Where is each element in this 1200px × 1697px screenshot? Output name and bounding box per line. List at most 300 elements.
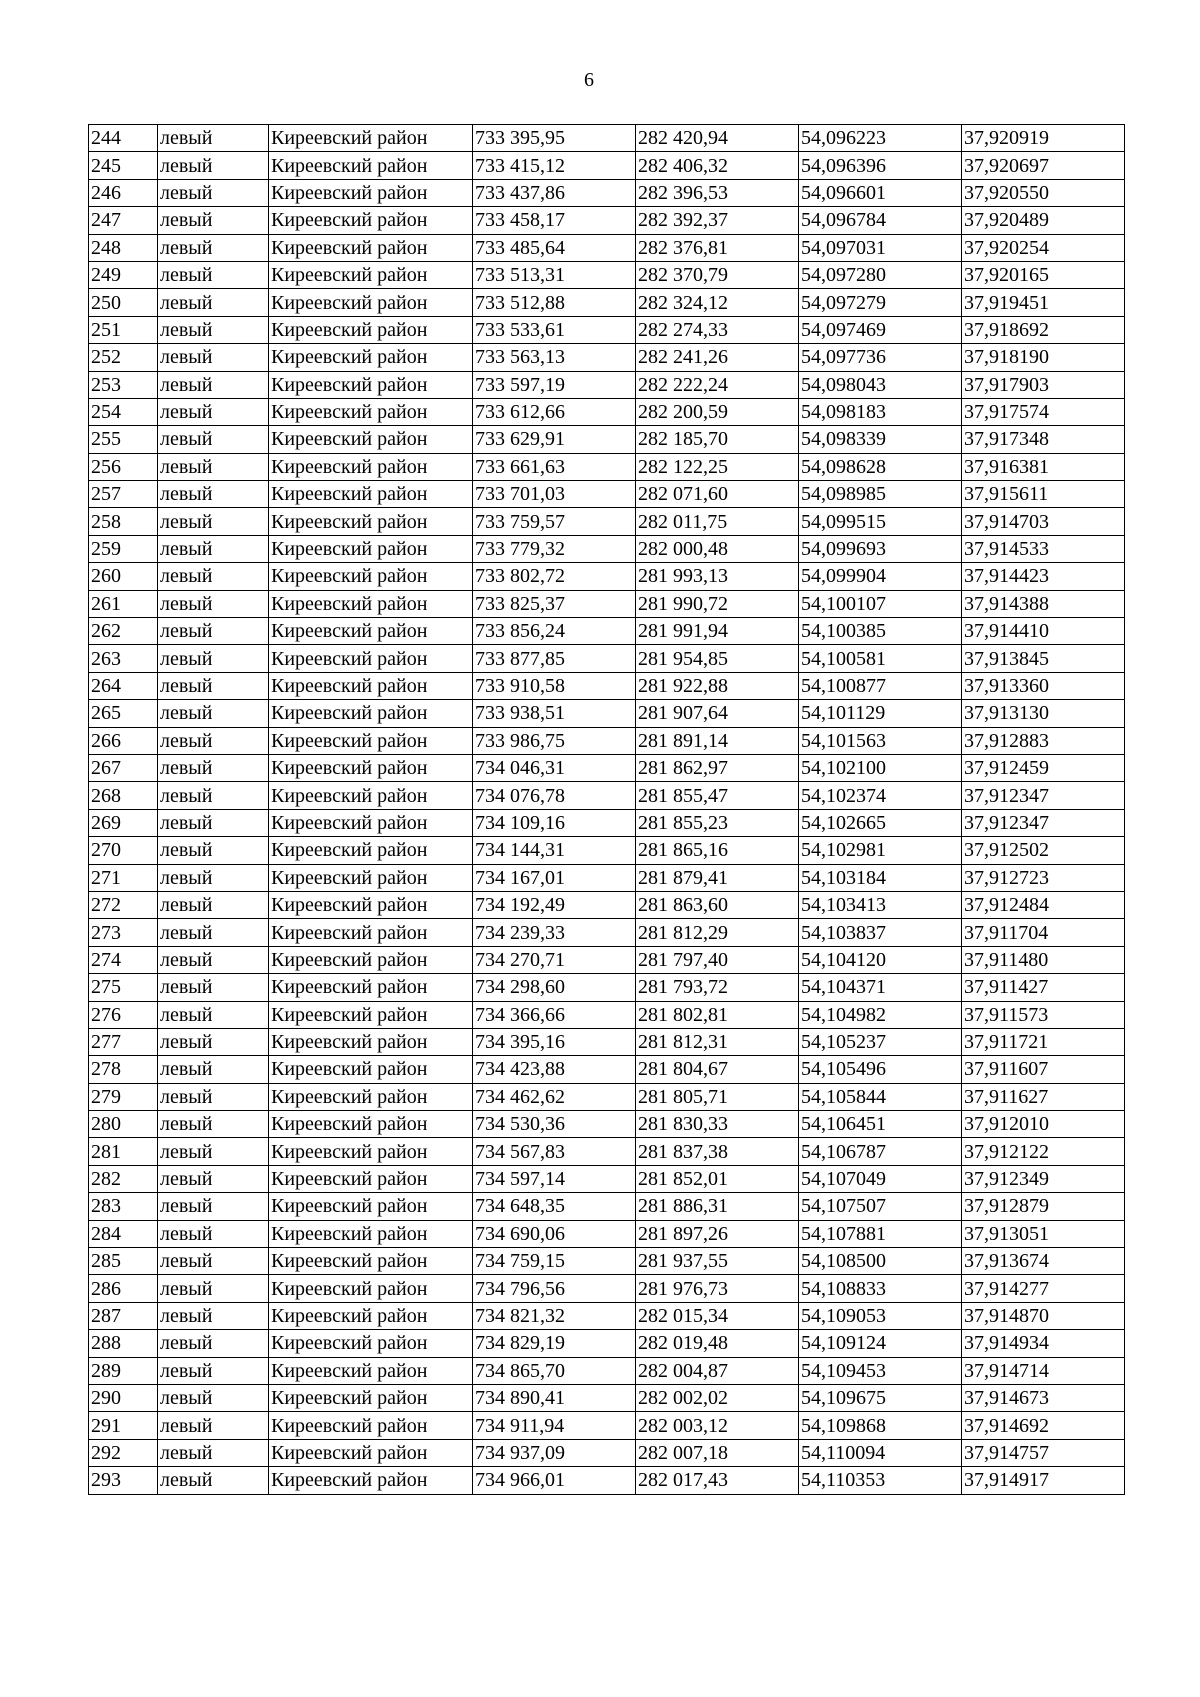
point-number-cell: 285 xyxy=(89,1248,158,1275)
bank-side-cell: левый xyxy=(158,1111,269,1138)
y-coordinate-cell: 282 396,53 xyxy=(636,179,799,206)
y-coordinate-cell: 281 797,40 xyxy=(636,946,799,973)
bank-side-cell: левый xyxy=(158,316,269,343)
longitude-cell: 37,914917 xyxy=(962,1467,1125,1494)
x-coordinate-cell: 733 458,17 xyxy=(473,207,636,234)
y-coordinate-cell: 281 863,60 xyxy=(636,891,799,918)
table-row xyxy=(89,481,1125,508)
y-coordinate-cell: 281 897,26 xyxy=(636,1220,799,1247)
latitude-cell: 54,100581 xyxy=(799,645,962,672)
y-coordinate-cell: 282 200,59 xyxy=(636,398,799,425)
bank-side-cell: левый xyxy=(158,179,269,206)
latitude-cell: 54,103837 xyxy=(799,919,962,946)
district-cell: Киреевский район xyxy=(269,453,473,480)
latitude-cell: 54,108833 xyxy=(799,1275,962,1302)
district-cell: Киреевский район xyxy=(269,563,473,590)
point-number-cell: 264 xyxy=(89,672,158,699)
x-coordinate-cell: 734 796,56 xyxy=(473,1275,636,1302)
bank-side-cell: левый xyxy=(158,837,269,864)
longitude-cell: 37,914410 xyxy=(962,618,1125,645)
x-coordinate-cell: 734 759,15 xyxy=(473,1248,636,1275)
bank-side-cell: левый xyxy=(158,1330,269,1357)
bank-side-cell: левый xyxy=(158,754,269,781)
bank-side-cell: левый xyxy=(158,891,269,918)
x-coordinate-cell: 733 533,61 xyxy=(473,316,636,343)
table-row xyxy=(89,1056,1125,1083)
longitude-cell: 37,911480 xyxy=(962,946,1125,973)
bank-side-cell: левый xyxy=(158,481,269,508)
point-number-cell: 247 xyxy=(89,207,158,234)
y-coordinate-cell: 282 406,32 xyxy=(636,152,799,179)
table-row xyxy=(89,946,1125,973)
district-cell: Киреевский район xyxy=(269,1138,473,1165)
bank-side-cell: левый xyxy=(158,809,269,836)
bank-side-cell: левый xyxy=(158,974,269,1001)
longitude-cell: 37,911607 xyxy=(962,1056,1125,1083)
y-coordinate-cell: 281 855,47 xyxy=(636,782,799,809)
y-coordinate-cell: 282 007,18 xyxy=(636,1439,799,1466)
latitude-cell: 54,102374 xyxy=(799,782,962,809)
x-coordinate-cell: 733 612,66 xyxy=(473,398,636,425)
y-coordinate-cell: 281 954,85 xyxy=(636,645,799,672)
table-row xyxy=(89,563,1125,590)
point-number-cell: 290 xyxy=(89,1384,158,1411)
longitude-cell: 37,911573 xyxy=(962,1001,1125,1028)
longitude-cell: 37,912349 xyxy=(962,1165,1125,1192)
x-coordinate-cell: 734 298,60 xyxy=(473,974,636,1001)
bank-side-cell: левый xyxy=(158,1083,269,1110)
table-row xyxy=(89,1275,1125,1302)
x-coordinate-cell: 733 437,86 xyxy=(473,179,636,206)
latitude-cell: 54,102665 xyxy=(799,809,962,836)
longitude-cell: 37,914692 xyxy=(962,1412,1125,1439)
bank-side-cell: левый xyxy=(158,371,269,398)
x-coordinate-cell: 734 167,01 xyxy=(473,864,636,891)
table-row xyxy=(89,535,1125,562)
longitude-cell: 37,914423 xyxy=(962,563,1125,590)
district-cell: Киреевский район xyxy=(269,481,473,508)
y-coordinate-cell: 281 990,72 xyxy=(636,590,799,617)
longitude-cell: 37,914870 xyxy=(962,1302,1125,1329)
x-coordinate-cell: 733 512,88 xyxy=(473,289,636,316)
latitude-cell: 54,109124 xyxy=(799,1330,962,1357)
district-cell: Киреевский район xyxy=(269,1001,473,1028)
point-number-cell: 281 xyxy=(89,1138,158,1165)
bank-side-cell: левый xyxy=(158,700,269,727)
point-number-cell: 262 xyxy=(89,618,158,645)
latitude-cell: 54,096223 xyxy=(799,125,962,152)
point-number-cell: 270 xyxy=(89,837,158,864)
longitude-cell: 37,913674 xyxy=(962,1248,1125,1275)
longitude-cell: 37,911427 xyxy=(962,974,1125,1001)
point-number-cell: 255 xyxy=(89,426,158,453)
table-row xyxy=(89,1467,1125,1494)
district-cell: Киреевский район xyxy=(269,1193,473,1220)
district-cell: Киреевский район xyxy=(269,398,473,425)
x-coordinate-cell: 733 802,72 xyxy=(473,563,636,590)
y-coordinate-cell: 282 122,25 xyxy=(636,453,799,480)
table-row xyxy=(89,1357,1125,1384)
point-number-cell: 275 xyxy=(89,974,158,1001)
bank-side-cell: левый xyxy=(158,563,269,590)
y-coordinate-cell: 282 222,24 xyxy=(636,371,799,398)
x-coordinate-cell: 734 865,70 xyxy=(473,1357,636,1384)
table-row xyxy=(89,261,1125,288)
district-cell: Киреевский район xyxy=(269,207,473,234)
x-coordinate-cell: 733 597,19 xyxy=(473,371,636,398)
y-coordinate-cell: 281 793,72 xyxy=(636,974,799,1001)
table-row xyxy=(89,1220,1125,1247)
point-number-cell: 284 xyxy=(89,1220,158,1247)
latitude-cell: 54,098043 xyxy=(799,371,962,398)
latitude-cell: 54,098985 xyxy=(799,481,962,508)
latitude-cell: 54,107881 xyxy=(799,1220,962,1247)
point-number-cell: 268 xyxy=(89,782,158,809)
longitude-cell: 37,912723 xyxy=(962,864,1125,891)
x-coordinate-cell: 733 759,57 xyxy=(473,508,636,535)
latitude-cell: 54,109453 xyxy=(799,1357,962,1384)
district-cell: Киреевский район xyxy=(269,426,473,453)
x-coordinate-cell: 733 825,37 xyxy=(473,590,636,617)
point-number-cell: 291 xyxy=(89,1412,158,1439)
latitude-cell: 54,106787 xyxy=(799,1138,962,1165)
x-coordinate-cell: 733 563,13 xyxy=(473,344,636,371)
district-cell: Киреевский район xyxy=(269,1220,473,1247)
district-cell: Киреевский район xyxy=(269,864,473,891)
bank-side-cell: левый xyxy=(158,590,269,617)
table-row xyxy=(89,891,1125,918)
point-number-cell: 287 xyxy=(89,1302,158,1329)
bank-side-cell: левый xyxy=(158,207,269,234)
table-row xyxy=(89,398,1125,425)
point-number-cell: 276 xyxy=(89,1001,158,1028)
table-row xyxy=(89,864,1125,891)
district-cell: Киреевский район xyxy=(269,344,473,371)
y-coordinate-cell: 282 370,79 xyxy=(636,261,799,288)
x-coordinate-cell: 734 530,36 xyxy=(473,1111,636,1138)
latitude-cell: 54,097031 xyxy=(799,234,962,261)
table-row xyxy=(89,1111,1125,1138)
district-cell: Киреевский район xyxy=(269,508,473,535)
longitude-cell: 37,915611 xyxy=(962,481,1125,508)
table-row xyxy=(89,1412,1125,1439)
district-cell: Киреевский район xyxy=(269,1302,473,1329)
point-number-cell: 246 xyxy=(89,179,158,206)
bank-side-cell: левый xyxy=(158,1028,269,1055)
table-row xyxy=(89,1028,1125,1055)
table-row xyxy=(89,590,1125,617)
table-row xyxy=(89,152,1125,179)
point-number-cell: 252 xyxy=(89,344,158,371)
bank-side-cell: левый xyxy=(158,234,269,261)
bank-side-cell: левый xyxy=(158,152,269,179)
y-coordinate-cell: 281 879,41 xyxy=(636,864,799,891)
point-number-cell: 261 xyxy=(89,590,158,617)
latitude-cell: 54,107507 xyxy=(799,1193,962,1220)
table-row xyxy=(89,618,1125,645)
table-row xyxy=(89,508,1125,535)
table-row xyxy=(89,234,1125,261)
point-number-cell: 273 xyxy=(89,919,158,946)
y-coordinate-cell: 282 071,60 xyxy=(636,481,799,508)
x-coordinate-cell: 734 597,14 xyxy=(473,1165,636,1192)
table-row xyxy=(89,371,1125,398)
longitude-cell: 37,913130 xyxy=(962,700,1125,727)
x-coordinate-cell: 734 076,78 xyxy=(473,782,636,809)
district-cell: Киреевский район xyxy=(269,1384,473,1411)
y-coordinate-cell: 281 855,23 xyxy=(636,809,799,836)
x-coordinate-cell: 734 966,01 xyxy=(473,1467,636,1494)
table-row xyxy=(89,727,1125,754)
district-cell: Киреевский район xyxy=(269,1467,473,1494)
bank-side-cell: левый xyxy=(158,535,269,562)
longitude-cell: 37,913360 xyxy=(962,672,1125,699)
bank-side-cell: левый xyxy=(158,1001,269,1028)
longitude-cell: 37,920550 xyxy=(962,179,1125,206)
y-coordinate-cell: 282 004,87 xyxy=(636,1357,799,1384)
point-number-cell: 292 xyxy=(89,1439,158,1466)
latitude-cell: 54,109053 xyxy=(799,1302,962,1329)
point-number-cell: 293 xyxy=(89,1467,158,1494)
point-number-cell: 272 xyxy=(89,891,158,918)
bank-side-cell: левый xyxy=(158,919,269,946)
point-number-cell: 260 xyxy=(89,563,158,590)
y-coordinate-cell: 282 000,48 xyxy=(636,535,799,562)
x-coordinate-cell: 733 910,58 xyxy=(473,672,636,699)
latitude-cell: 54,098339 xyxy=(799,426,962,453)
coordinates-table xyxy=(88,124,1125,1495)
y-coordinate-cell: 281 862,97 xyxy=(636,754,799,781)
bank-side-cell: левый xyxy=(158,453,269,480)
point-number-cell: 283 xyxy=(89,1193,158,1220)
point-number-cell: 263 xyxy=(89,645,158,672)
bank-side-cell: левый xyxy=(158,645,269,672)
y-coordinate-cell: 282 017,43 xyxy=(636,1467,799,1494)
table-row xyxy=(89,974,1125,1001)
longitude-cell: 37,912459 xyxy=(962,754,1125,781)
latitude-cell: 54,098628 xyxy=(799,453,962,480)
point-number-cell: 256 xyxy=(89,453,158,480)
y-coordinate-cell: 281 852,01 xyxy=(636,1165,799,1192)
table-row xyxy=(89,754,1125,781)
latitude-cell: 54,109868 xyxy=(799,1412,962,1439)
district-cell: Киреевский район xyxy=(269,946,473,973)
x-coordinate-cell: 734 911,94 xyxy=(473,1412,636,1439)
table-row xyxy=(89,809,1125,836)
y-coordinate-cell: 282 019,48 xyxy=(636,1330,799,1357)
point-number-cell: 277 xyxy=(89,1028,158,1055)
x-coordinate-cell: 734 829,19 xyxy=(473,1330,636,1357)
y-coordinate-cell: 281 802,81 xyxy=(636,1001,799,1028)
longitude-cell: 37,913051 xyxy=(962,1220,1125,1247)
district-cell: Киреевский район xyxy=(269,590,473,617)
point-number-cell: 282 xyxy=(89,1165,158,1192)
latitude-cell: 54,100385 xyxy=(799,618,962,645)
longitude-cell: 37,920165 xyxy=(962,261,1125,288)
y-coordinate-cell: 281 907,64 xyxy=(636,700,799,727)
district-cell: Киреевский район xyxy=(269,1439,473,1466)
longitude-cell: 37,914277 xyxy=(962,1275,1125,1302)
table-row xyxy=(89,1138,1125,1165)
y-coordinate-cell: 282 185,70 xyxy=(636,426,799,453)
bank-side-cell: левый xyxy=(158,1302,269,1329)
latitude-cell: 54,096784 xyxy=(799,207,962,234)
district-cell: Киреевский район xyxy=(269,919,473,946)
x-coordinate-cell: 733 701,03 xyxy=(473,481,636,508)
district-cell: Киреевский район xyxy=(269,316,473,343)
y-coordinate-cell: 282 376,81 xyxy=(636,234,799,261)
x-coordinate-cell: 734 270,71 xyxy=(473,946,636,973)
table-body xyxy=(89,125,1125,1495)
longitude-cell: 37,920697 xyxy=(962,152,1125,179)
y-coordinate-cell: 281 937,55 xyxy=(636,1248,799,1275)
longitude-cell: 37,919451 xyxy=(962,289,1125,316)
table-row xyxy=(89,1083,1125,1110)
latitude-cell: 54,110353 xyxy=(799,1467,962,1494)
latitude-cell: 54,097469 xyxy=(799,316,962,343)
table-row xyxy=(89,672,1125,699)
point-number-cell: 280 xyxy=(89,1111,158,1138)
y-coordinate-cell: 282 241,26 xyxy=(636,344,799,371)
longitude-cell: 37,912502 xyxy=(962,837,1125,864)
district-cell: Киреевский район xyxy=(269,1165,473,1192)
latitude-cell: 54,100877 xyxy=(799,672,962,699)
district-cell: Киреевский район xyxy=(269,125,473,152)
district-cell: Киреевский район xyxy=(269,782,473,809)
latitude-cell: 54,099693 xyxy=(799,535,962,562)
table-row xyxy=(89,837,1125,864)
district-cell: Киреевский район xyxy=(269,179,473,206)
longitude-cell: 37,918190 xyxy=(962,344,1125,371)
x-coordinate-cell: 734 937,09 xyxy=(473,1439,636,1466)
bank-side-cell: левый xyxy=(158,398,269,425)
longitude-cell: 37,920489 xyxy=(962,207,1125,234)
district-cell: Киреевский район xyxy=(269,1083,473,1110)
y-coordinate-cell: 281 886,31 xyxy=(636,1193,799,1220)
longitude-cell: 37,917903 xyxy=(962,371,1125,398)
longitude-cell: 37,917574 xyxy=(962,398,1125,425)
latitude-cell: 54,109675 xyxy=(799,1384,962,1411)
district-cell: Киреевский район xyxy=(269,1248,473,1275)
x-coordinate-cell: 734 192,49 xyxy=(473,891,636,918)
y-coordinate-cell: 281 837,38 xyxy=(636,1138,799,1165)
y-coordinate-cell: 282 324,12 xyxy=(636,289,799,316)
point-number-cell: 274 xyxy=(89,946,158,973)
x-coordinate-cell: 733 395,95 xyxy=(473,125,636,152)
point-number-cell: 250 xyxy=(89,289,158,316)
point-number-cell: 265 xyxy=(89,700,158,727)
latitude-cell: 54,105237 xyxy=(799,1028,962,1055)
bank-side-cell: левый xyxy=(158,1467,269,1494)
bank-side-cell: левый xyxy=(158,1275,269,1302)
longitude-cell: 37,914388 xyxy=(962,590,1125,617)
latitude-cell: 54,103413 xyxy=(799,891,962,918)
x-coordinate-cell: 734 462,62 xyxy=(473,1083,636,1110)
latitude-cell: 54,100107 xyxy=(799,590,962,617)
latitude-cell: 54,108500 xyxy=(799,1248,962,1275)
x-coordinate-cell: 734 821,32 xyxy=(473,1302,636,1329)
x-coordinate-cell: 734 395,16 xyxy=(473,1028,636,1055)
x-coordinate-cell: 734 423,88 xyxy=(473,1056,636,1083)
y-coordinate-cell: 282 015,34 xyxy=(636,1302,799,1329)
page-number: 6 xyxy=(584,69,594,91)
table-row xyxy=(89,1193,1125,1220)
bank-side-cell: левый xyxy=(158,946,269,973)
point-number-cell: 267 xyxy=(89,754,158,781)
latitude-cell: 54,102100 xyxy=(799,754,962,781)
table-row xyxy=(89,1439,1125,1466)
district-cell: Киреевский район xyxy=(269,1357,473,1384)
bank-side-cell: левый xyxy=(158,1248,269,1275)
x-coordinate-cell: 734 144,31 xyxy=(473,837,636,864)
y-coordinate-cell: 282 003,12 xyxy=(636,1412,799,1439)
longitude-cell: 37,920254 xyxy=(962,234,1125,261)
bank-side-cell: левый xyxy=(158,1165,269,1192)
bank-side-cell: левый xyxy=(158,618,269,645)
y-coordinate-cell: 281 812,29 xyxy=(636,919,799,946)
x-coordinate-cell: 734 046,31 xyxy=(473,754,636,781)
bank-side-cell: левый xyxy=(158,727,269,754)
district-cell: Киреевский район xyxy=(269,700,473,727)
x-coordinate-cell: 733 661,63 xyxy=(473,453,636,480)
table-row xyxy=(89,316,1125,343)
latitude-cell: 54,105844 xyxy=(799,1083,962,1110)
bank-side-cell: левый xyxy=(158,672,269,699)
longitude-cell: 37,911721 xyxy=(962,1028,1125,1055)
district-cell: Киреевский район xyxy=(269,1028,473,1055)
x-coordinate-cell: 733 938,51 xyxy=(473,700,636,727)
y-coordinate-cell: 281 805,71 xyxy=(636,1083,799,1110)
x-coordinate-cell: 733 415,12 xyxy=(473,152,636,179)
bank-side-cell: левый xyxy=(158,1220,269,1247)
bank-side-cell: левый xyxy=(158,1384,269,1411)
district-cell: Киреевский район xyxy=(269,618,473,645)
bank-side-cell: левый xyxy=(158,1056,269,1083)
table-row xyxy=(89,1248,1125,1275)
x-coordinate-cell: 734 239,33 xyxy=(473,919,636,946)
y-coordinate-cell: 281 976,73 xyxy=(636,1275,799,1302)
district-cell: Киреевский район xyxy=(269,1412,473,1439)
latitude-cell: 54,110094 xyxy=(799,1439,962,1466)
district-cell: Киреевский район xyxy=(269,1275,473,1302)
longitude-cell: 37,914934 xyxy=(962,1330,1125,1357)
point-number-cell: 245 xyxy=(89,152,158,179)
district-cell: Киреевский район xyxy=(269,371,473,398)
point-number-cell: 289 xyxy=(89,1357,158,1384)
y-coordinate-cell: 281 865,16 xyxy=(636,837,799,864)
table-row xyxy=(89,125,1125,152)
point-number-cell: 251 xyxy=(89,316,158,343)
longitude-cell: 37,916381 xyxy=(962,453,1125,480)
longitude-cell: 37,911704 xyxy=(962,919,1125,946)
district-cell: Киреевский район xyxy=(269,754,473,781)
district-cell: Киреевский район xyxy=(269,809,473,836)
latitude-cell: 54,103184 xyxy=(799,864,962,891)
x-coordinate-cell: 734 567,83 xyxy=(473,1138,636,1165)
district-cell: Киреевский район xyxy=(269,234,473,261)
point-number-cell: 258 xyxy=(89,508,158,535)
longitude-cell: 37,914703 xyxy=(962,508,1125,535)
table-row xyxy=(89,344,1125,371)
latitude-cell: 54,101563 xyxy=(799,727,962,754)
latitude-cell: 54,104371 xyxy=(799,974,962,1001)
latitude-cell: 54,104120 xyxy=(799,946,962,973)
x-coordinate-cell: 734 890,41 xyxy=(473,1384,636,1411)
district-cell: Киреевский район xyxy=(269,261,473,288)
point-number-cell: 254 xyxy=(89,398,158,425)
district-cell: Киреевский район xyxy=(269,152,473,179)
latitude-cell: 54,097279 xyxy=(799,289,962,316)
